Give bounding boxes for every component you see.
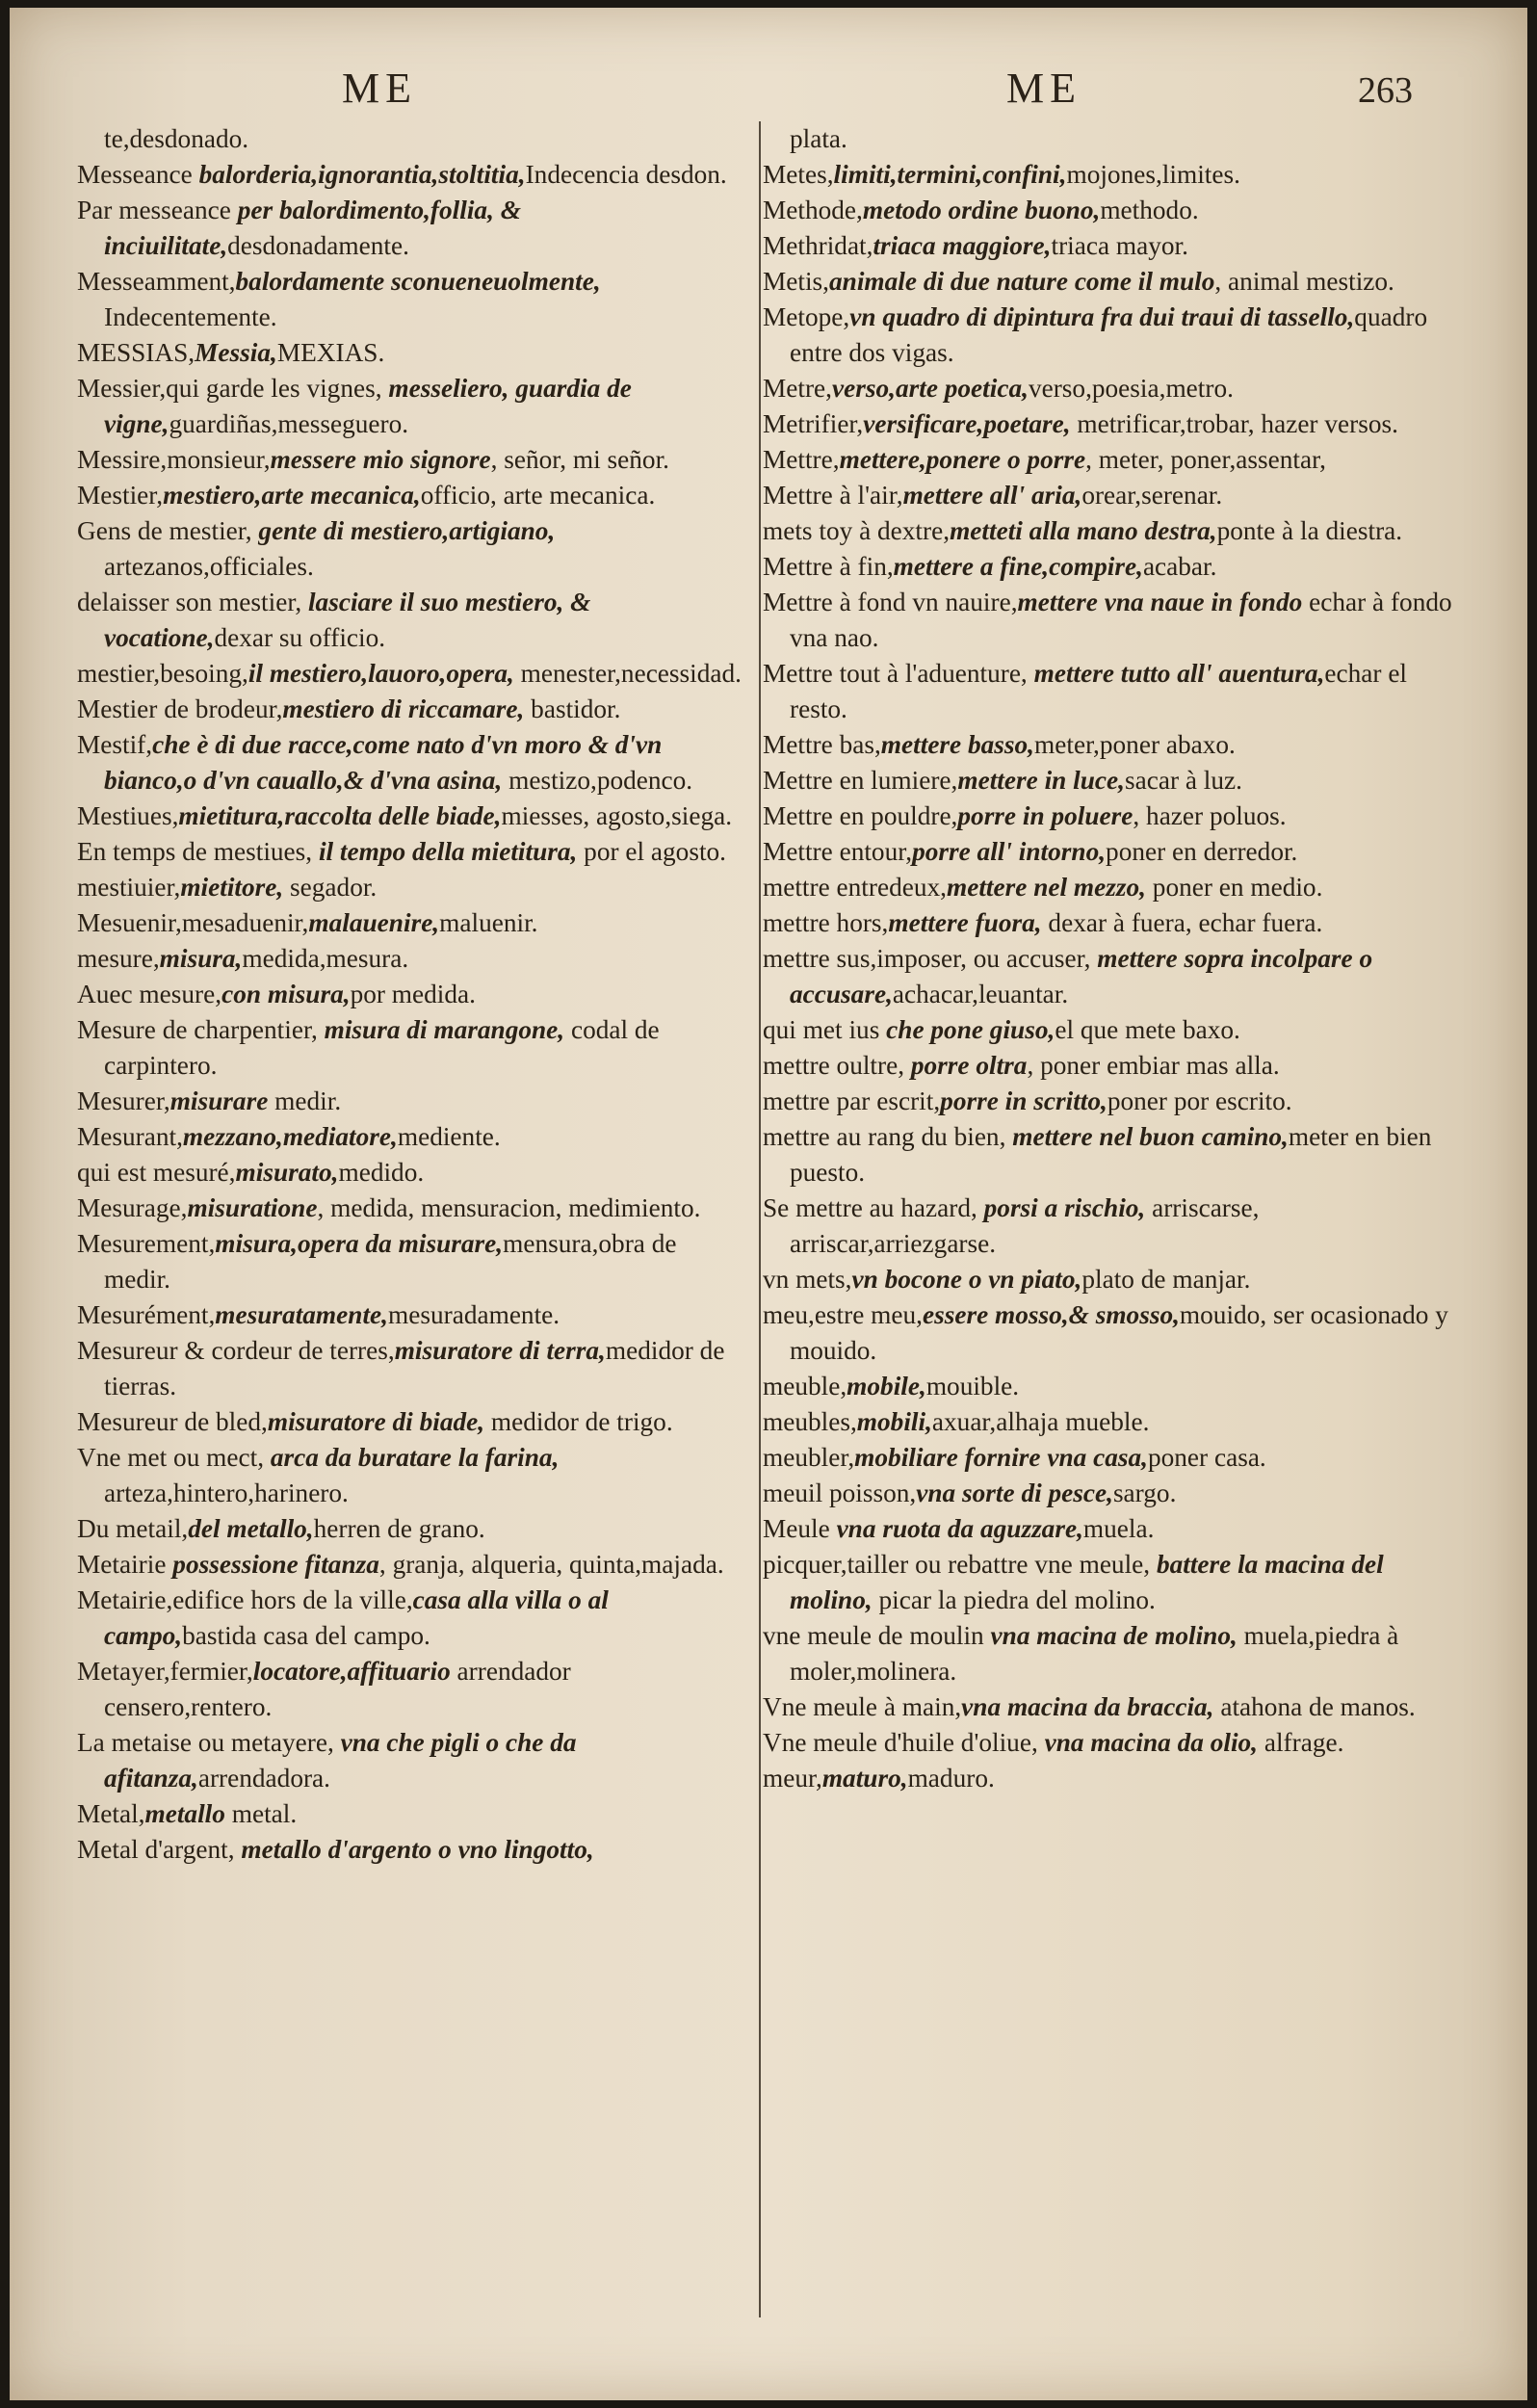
french-headword: Auec mesure, [77, 980, 222, 1008]
italian-translation: il mestiero,lauoro,opera, [247, 659, 514, 688]
spanish-translation: plata. [790, 124, 847, 153]
dictionary-entry [77, 1725, 742, 1796]
dictionary-entry [763, 549, 1471, 585]
spanish-translation: sacar à luz. [1124, 766, 1242, 795]
italian-translation: vna macina da olio, [1044, 1728, 1259, 1757]
dictionary-entry [77, 371, 742, 442]
spanish-translation: , poner embiar mas alla. [1027, 1051, 1280, 1080]
italian-translation: mettere basso, [880, 730, 1035, 759]
dictionary-entry [77, 121, 742, 157]
french-headword: mettre entredeux, [763, 873, 947, 902]
spanish-translation: echar à fondo vna nao. [790, 588, 1452, 652]
spanish-translation: por medida. [350, 980, 476, 1008]
spanish-translation: el que mete baxo. [1055, 1015, 1240, 1044]
french-headword: Metope, [763, 302, 850, 331]
french-headword: Meule [763, 1514, 837, 1543]
spanish-translation: metal. [224, 1799, 298, 1828]
dictionary-entry [77, 798, 742, 834]
italian-translation: mobiliare fornire vna casa, [854, 1443, 1148, 1472]
french-headword: mestier,besoing, [77, 659, 248, 688]
spanish-translation: plato de manjar. [1081, 1265, 1251, 1294]
dictionary-entry [763, 1048, 1471, 1084]
italian-translation: versificare,poetare, [863, 409, 1071, 438]
french-headword: Metes, [763, 160, 834, 189]
spanish-translation: ponte à la diestra. [1216, 516, 1403, 545]
french-headword: mettre oultre, [763, 1051, 911, 1080]
column-divider [759, 121, 761, 2317]
dictionary-entry [77, 513, 742, 585]
spanish-translation: medido. [338, 1158, 425, 1187]
book-page [10, 8, 1527, 2400]
spanish-translation: meter,poner abaxo. [1034, 730, 1236, 759]
spanish-translation: poner en derredor. [1106, 837, 1298, 866]
italian-translation: gente di mestiero,artigiano, [258, 516, 556, 545]
french-headword: Mettre, [763, 445, 840, 474]
spanish-translation: , granja, alqueria, quinta,majada. [378, 1550, 724, 1579]
french-headword: Mesurément, [77, 1300, 216, 1329]
spanish-translation: mojones,limites. [1066, 160, 1240, 189]
italian-translation: misuratione [187, 1193, 318, 1222]
italian-translation: del metallo, [188, 1514, 314, 1543]
french-headword: Methridat, [763, 231, 873, 260]
spanish-translation: bastidor. [524, 694, 621, 723]
dictionary-entry [763, 406, 1471, 442]
italian-translation: misura, [159, 944, 243, 973]
french-headword: Messeamment, [77, 267, 236, 296]
french-headword: Mettre tout à l'aduenture, [763, 659, 1034, 688]
italian-translation: arca da buratare la farina, [270, 1443, 560, 1472]
dictionary-entry [77, 1191, 742, 1226]
spanish-translation: medir. [268, 1086, 342, 1115]
french-headword: Par messeance [77, 196, 238, 224]
dictionary-entry [763, 1404, 1471, 1440]
dictionary-entry [763, 1440, 1471, 1476]
spanish-translation: maluenir. [439, 908, 538, 937]
french-headword: Vne meule d'huile d'oliue, [763, 1728, 1045, 1757]
dictionary-entry [77, 834, 742, 870]
italian-translation: porre all' intorno, [912, 837, 1107, 866]
dictionary-entry [763, 1297, 1471, 1369]
spanish-translation: miesses, agosto,siega. [501, 801, 733, 830]
french-headword: Mettre bas, [763, 730, 881, 759]
french-headword: Mestier de brodeur, [77, 694, 283, 723]
italian-translation: metteti alla mano destra, [950, 516, 1217, 545]
italian-translation: mettere vna naue in fondo [1017, 588, 1303, 616]
french-headword: Metayer,fermier, [77, 1657, 253, 1686]
spanish-translation: muela,piedra à moler,molinera. [790, 1621, 1399, 1686]
spanish-translation: picar la piedra del molino. [872, 1585, 1156, 1614]
spanish-translation: verso,poesia,metro. [1028, 374, 1234, 403]
italian-translation: Messia, [195, 338, 277, 367]
french-headword: Mettre entour, [763, 837, 913, 866]
dictionary-entry [763, 727, 1471, 763]
dictionary-entry [763, 1119, 1471, 1191]
italian-translation: mettere sopra incolpare o accusare, [790, 944, 1373, 1008]
dictionary-entry [77, 1832, 742, 1868]
dictionary-entry [763, 834, 1471, 870]
dictionary-entry [763, 1761, 1471, 1796]
french-headword: Mestier, [77, 481, 164, 510]
dictionary-entry [763, 1725, 1471, 1761]
spanish-translation: MEXIAS. [276, 338, 385, 367]
spanish-translation: Indecencia desdon. [525, 160, 727, 189]
italian-translation: animale di due nature come il mulo [829, 267, 1215, 296]
french-headword: Mettre à l'air, [763, 481, 903, 510]
dictionary-entry [77, 1511, 742, 1547]
spanish-translation: arrendadora. [197, 1764, 330, 1793]
french-headword: mesure, [77, 944, 160, 973]
italian-translation: maturo, [821, 1764, 908, 1793]
french-headword: Mettre à fin, [763, 552, 894, 581]
dictionary-entry [77, 1084, 742, 1119]
dictionary-entry [763, 1262, 1471, 1297]
french-headword: Mettre en lumiere, [763, 766, 958, 795]
italian-translation: vna che pigli o che da afitanza, [104, 1728, 577, 1793]
french-headword: Messeance [77, 160, 199, 189]
spanish-translation: maduro. [907, 1764, 995, 1793]
italian-translation: misura,opera da misurare, [215, 1229, 504, 1258]
spanish-translation: officio, arte mecanica. [420, 481, 656, 510]
french-headword: qui met ius [763, 1015, 887, 1044]
dictionary-entry [763, 228, 1471, 264]
dictionary-entry [763, 264, 1471, 300]
italian-translation: il tempo della mietitura, [318, 837, 578, 866]
french-headword: Du metail, [77, 1514, 189, 1543]
italian-translation: possessione fitanza [172, 1550, 379, 1579]
spanish-translation: mouido, ser ocasionado y mouido. [790, 1300, 1448, 1365]
dictionary-entry [77, 1404, 742, 1440]
french-headword: Metairie,edifice hors de la ville, [77, 1585, 413, 1614]
spanish-translation: herren de grano. [313, 1514, 485, 1543]
french-headword: Mesurant, [77, 1122, 183, 1151]
dictionary-entry [77, 335, 742, 371]
spanish-translation: guardiñas,messeguero. [169, 409, 409, 438]
italian-translation: mobili, [856, 1407, 932, 1436]
french-headword: Mettre en pouldre, [763, 801, 958, 830]
spanish-translation: alfrage. [1258, 1728, 1344, 1757]
dictionary-entry [77, 870, 742, 905]
dictionary-entry [77, 941, 742, 977]
dictionary-entry [77, 905, 742, 941]
dictionary-entry [763, 870, 1471, 905]
italian-translation: vna ruota da aguzzare, [836, 1514, 1083, 1543]
italian-translation: balorderia,ignorantia,stoltitia, [198, 160, 526, 189]
spanish-translation: medidor de tierras. [104, 1336, 725, 1400]
italian-translation: essere mosso,& smosso, [923, 1300, 1180, 1329]
dictionary-entry [763, 1689, 1471, 1725]
italian-translation: vn bocone o vn piato, [851, 1265, 1082, 1294]
dictionary-entry [763, 941, 1471, 1012]
dictionary-entry [763, 442, 1471, 478]
french-headword: mettre au rang du bien, [763, 1122, 1013, 1151]
spanish-translation: dexar à fuera, echar fuera. [1041, 908, 1323, 937]
french-headword: meuil poisson, [763, 1479, 917, 1507]
italian-translation: verso,arte poetica, [832, 374, 1029, 403]
dictionary-entry [763, 1012, 1471, 1048]
italian-translation: messeliero, guardia de vigne, [104, 374, 632, 438]
french-headword: qui est mesuré, [77, 1158, 236, 1187]
dictionary-entry [763, 798, 1471, 834]
spanish-translation: artezanos,officiales. [104, 552, 314, 581]
dictionary-entry [77, 264, 742, 335]
french-headword: mettre hors, [763, 908, 889, 937]
dictionary-entry [763, 513, 1471, 549]
dictionary-entry [763, 1369, 1471, 1404]
italian-translation: misura di marangone, [324, 1015, 565, 1044]
dictionary-entry [763, 1191, 1471, 1262]
italian-translation: locatore,affituario [252, 1657, 451, 1686]
italian-translation: misuratore di terra, [394, 1336, 606, 1365]
italian-translation: casa alla villa o al campo, [104, 1585, 609, 1650]
italian-translation: mettere all' aria, [902, 481, 1082, 510]
spanish-translation: mensura,obra de medir. [104, 1229, 677, 1294]
spanish-translation: poner casa. [1147, 1443, 1266, 1472]
spanish-translation: quadro entre dos vigas. [790, 302, 1428, 367]
french-headword: Mesurage, [77, 1193, 188, 1222]
french-headword: MESSIAS, [77, 338, 195, 367]
italian-translation: che è di due racce,come nato d'vn moro & d'vn bianco,o d'vn cauallo,& d'vna asina, [104, 730, 663, 795]
italian-translation: limiti,termini,confini, [833, 160, 1067, 189]
italian-translation: mettere,ponere o porre [839, 445, 1086, 474]
spanish-translation: poner por escrito. [1107, 1086, 1292, 1115]
spanish-translation: arrendador censero,rentero. [104, 1657, 571, 1721]
french-headword: Mesure de charpentier, [77, 1015, 325, 1044]
french-headword: meur, [763, 1764, 822, 1793]
spanish-translation: methodo. [1100, 196, 1199, 224]
dictionary-entry [77, 1119, 742, 1155]
french-headword: Metairie [77, 1550, 173, 1579]
spanish-translation: , señor, mi señor. [490, 445, 669, 474]
spanish-translation: meter en bien puesto. [790, 1122, 1432, 1187]
dictionary-entry [763, 193, 1471, 228]
dictionary-entry [77, 1012, 742, 1084]
spanish-translation: , medida, mensuracion, medimiento. [317, 1193, 701, 1222]
italian-translation: battere la macina del molino, [790, 1550, 1384, 1614]
italian-translation: mettere a fine,compire, [893, 552, 1143, 581]
italian-translation: porsi a rischio, [983, 1193, 1146, 1222]
dictionary-entry [77, 656, 742, 692]
french-headword: meu,estre meu, [763, 1300, 923, 1329]
spanish-translation: mediente. [397, 1122, 501, 1151]
italian-translation: con misura, [221, 980, 351, 1008]
dictionary-entry [77, 193, 742, 264]
spanish-translation: medidor de trigo. [484, 1407, 673, 1436]
french-headword: meubles, [763, 1407, 857, 1436]
italian-translation: mestiero,arte mecanica, [163, 481, 421, 510]
spanish-translation: Indecentemente. [104, 302, 277, 331]
dictionary-entry [77, 1583, 742, 1654]
french-headword: mets toy à dextre, [763, 516, 951, 545]
italian-translation: mietitore, [180, 873, 284, 902]
dictionary-entry [763, 157, 1471, 193]
spanish-translation: te,desdonado. [104, 124, 249, 153]
italian-translation: mettere nel mezzo, [947, 873, 1146, 902]
dictionary-entry [77, 442, 742, 478]
guide-word-right: ME [1006, 65, 1081, 112]
french-headword: En temps de mestiues, [77, 837, 319, 866]
dictionary-entry [763, 763, 1471, 798]
italian-translation: misurare [169, 1086, 269, 1115]
spanish-translation: arriscarse, arriscar,arriezgarse. [790, 1193, 1260, 1258]
dictionary-entry [763, 1476, 1471, 1511]
italian-translation: mesuratamente, [215, 1300, 388, 1329]
spanish-translation: desdonadamente. [227, 231, 409, 260]
french-headword: meuble, [763, 1372, 847, 1400]
spanish-translation: medida,mesura. [242, 944, 409, 973]
spanish-translation: metrificar,trobar, hazer versos. [1070, 409, 1398, 438]
spanish-translation: atahona de manos. [1213, 1692, 1416, 1721]
spanish-translation: dexar su officio. [214, 623, 386, 652]
spanish-translation: sargo. [1112, 1479, 1177, 1507]
italian-translation: metallo [144, 1799, 225, 1828]
italian-translation: vna macina da braccia, [961, 1692, 1214, 1721]
french-headword: meubler, [763, 1443, 855, 1472]
spanish-translation: mestizo,podenco. [502, 766, 693, 795]
dictionary-entry [77, 1226, 742, 1297]
spanish-translation: mesuradamente. [388, 1300, 560, 1329]
french-headword: Mettre à fond vn nauire, [763, 588, 1018, 616]
french-headword: delaisser son mestier, [77, 588, 308, 616]
french-headword: Metal, [77, 1799, 145, 1828]
italian-translation: che pone giuso, [886, 1015, 1055, 1044]
spanish-translation: poner en medio. [1145, 873, 1323, 902]
italian-translation: porre in scritto, [940, 1086, 1107, 1115]
italian-translation: malauenire, [308, 908, 440, 937]
italian-translation: balordamente sconueneuolmente, [235, 267, 601, 296]
spanish-translation: echar el resto. [790, 659, 1408, 723]
french-headword: Messier,qui garde les vignes, [77, 374, 389, 403]
dictionary-entry [77, 1654, 742, 1725]
french-headword: mettre sus,imposer, ou accuser, [763, 944, 1098, 973]
italian-translation: mettere nel buon camino, [1012, 1122, 1289, 1151]
dictionary-entry [763, 1084, 1471, 1119]
dictionary-entry [763, 1511, 1471, 1547]
italian-translation: metallo d'argento o vno lingotto, [241, 1835, 594, 1864]
guide-word-left: ME [342, 65, 417, 112]
dictionary-entry [763, 656, 1471, 727]
italian-translation: misuratore di biade, [267, 1407, 485, 1436]
french-headword: Mesurement, [77, 1229, 216, 1258]
italian-translation: misurato, [235, 1158, 339, 1187]
italian-translation: mettere tutto all' auentura, [1033, 659, 1325, 688]
french-headword: La metaise ou metayere, [77, 1728, 341, 1757]
french-headword: picquer,tailler ou rebattre vne meule, [763, 1550, 1157, 1579]
french-headword: Mestif, [77, 730, 153, 759]
dictionary-entry [77, 478, 742, 513]
dictionary-entry [77, 157, 742, 193]
page-number: 263 [1358, 70, 1413, 111]
french-headword: Methode, [763, 196, 863, 224]
spanish-translation: , animal mestizo. [1214, 267, 1394, 296]
dictionary-entry [763, 300, 1471, 371]
italian-translation: mietitura,raccolta delle biade, [178, 801, 502, 830]
italian-translation: metodo ordine buono, [862, 196, 1101, 224]
italian-translation: per balordimento,follia, & inciuilitate, [104, 196, 521, 260]
italian-translation: mobile, [847, 1372, 926, 1400]
italian-translation: vn quadro di dipintura fra dui traui di tassello, [849, 302, 1355, 331]
dictionary-entry [763, 121, 1471, 157]
spanish-translation: axuar,alhaja mueble. [931, 1407, 1150, 1436]
dictionary-entry [77, 1155, 742, 1191]
italian-translation: vna macina de molino, [990, 1621, 1237, 1650]
italian-translation: mestiero di riccamare, [282, 694, 525, 723]
french-headword: Metre, [763, 374, 833, 403]
french-headword: Vne met ou mect, [77, 1443, 271, 1472]
spanish-translation: , meter, poner,assentar, [1085, 445, 1326, 474]
french-headword: Se mettre au hazard, [763, 1193, 984, 1222]
dictionary-entry [77, 1440, 742, 1511]
italian-translation: lasciare il suo mestiero, & vocatione, [104, 588, 591, 652]
french-headword: Metal d'argent, [77, 1835, 242, 1864]
dictionary-entry [763, 1547, 1471, 1618]
dictionary-entry [77, 977, 742, 1012]
dictionary-entry [77, 1796, 742, 1832]
italian-translation: mettere in luce, [957, 766, 1125, 795]
french-headword: vne meule de moulin [763, 1621, 991, 1650]
dictionary-entry [77, 692, 742, 727]
dictionary-entry [77, 727, 742, 798]
french-headword: Gens de mestier, [77, 516, 259, 545]
spanish-translation: , hazer poluos. [1133, 801, 1287, 830]
spanish-translation: acabar. [1142, 552, 1217, 581]
french-headword: Messire,monsieur, [77, 445, 271, 474]
italian-translation: vna sorte di pesce, [916, 1479, 1113, 1507]
italian-translation: mezzano,mediatore, [182, 1122, 398, 1151]
spanish-translation: codal de carpintero. [104, 1015, 660, 1080]
italian-translation: mettere fuora, [888, 908, 1042, 937]
french-headword: Mesureur & cordeur de terres, [77, 1336, 395, 1365]
spanish-translation: menester,necessidad. [513, 659, 742, 688]
french-headword: vn mets, [763, 1265, 852, 1294]
dictionary-entry [763, 905, 1471, 941]
spanish-translation: triaca mayor. [1051, 231, 1188, 260]
dictionary-entry [763, 371, 1471, 406]
italian-translation: triaca maggiore, [873, 231, 1052, 260]
dictionary-entry [77, 585, 742, 656]
french-headword: Metrifier, [763, 409, 864, 438]
spanish-translation: orear,serenar. [1081, 481, 1223, 510]
dictionary-entry [763, 585, 1471, 656]
french-headword: Vne meule à main, [763, 1692, 962, 1721]
italian-translation: messere mio signore [270, 445, 491, 474]
dictionary-entry [763, 478, 1471, 513]
french-headword: Mesurer, [77, 1086, 170, 1115]
left-column [77, 121, 742, 1868]
spanish-translation: segador. [283, 873, 378, 902]
right-column [763, 121, 1471, 1796]
dictionary-entry [763, 1618, 1471, 1689]
french-headword: Mesureur de bled, [77, 1407, 268, 1436]
italian-translation: porre oltra [910, 1051, 1028, 1080]
spanish-translation: bastida casa del campo. [182, 1621, 430, 1650]
french-headword: mettre par escrit, [763, 1086, 941, 1115]
spanish-translation: muela. [1082, 1514, 1155, 1543]
italian-translation: porre in poluere [957, 801, 1133, 830]
french-headword: Metis, [763, 267, 830, 296]
spanish-translation: arteza,hintero,harinero. [104, 1479, 349, 1507]
spanish-translation: achacar,leuantar. [892, 980, 1069, 1008]
dictionary-entry [77, 1547, 742, 1583]
french-headword: mestiuier, [77, 873, 181, 902]
spanish-translation: mouible. [925, 1372, 1020, 1400]
french-headword: Mestiues, [77, 801, 179, 830]
dictionary-entry [77, 1297, 742, 1333]
dictionary-entry [77, 1333, 742, 1404]
french-headword: Mesuenir,mesaduenir, [77, 908, 309, 937]
spanish-translation: por el agosto. [577, 837, 727, 866]
